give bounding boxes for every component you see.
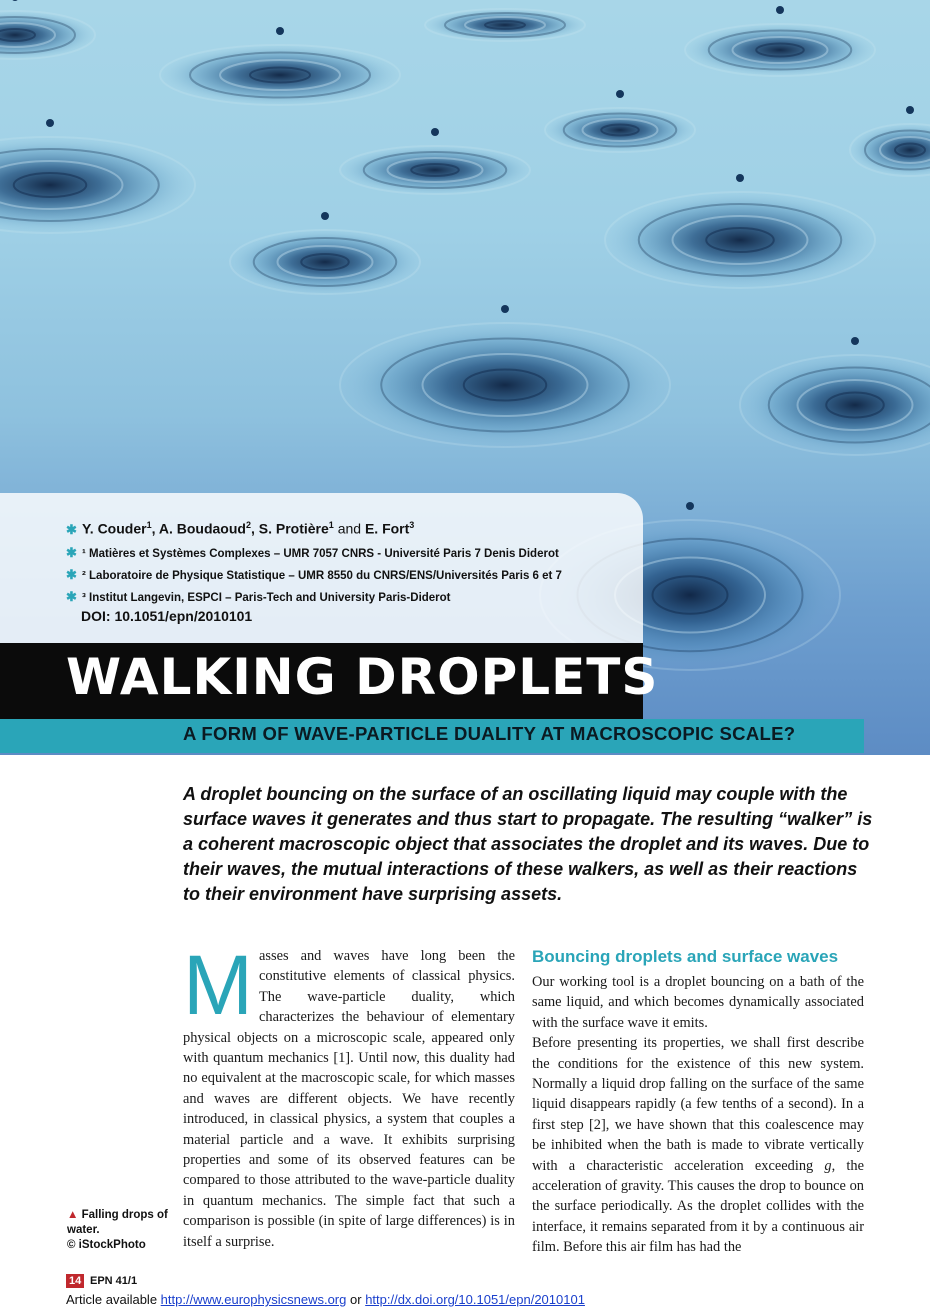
page-number: 14 (66, 1274, 84, 1288)
asterisk-icon: ✱ (66, 545, 77, 560)
drop-cap: M (183, 938, 253, 1032)
water-drop (851, 337, 859, 345)
water-drop (321, 212, 329, 220)
abstract: A droplet bouncing on the surface of an oscillating liquid may couple with the surface waves it generates and thus start to propagate. The resulting “walker” is a coherent macroscopic object that associates the droplet and its waves. Due to their waves, the mutual interactions of these walkers, as well as their reactions to their environment have surprising assets. (183, 784, 873, 904)
doi: DOI: 10.1051/epn/2010101 (81, 608, 253, 624)
asterisk-icon: ✱ (66, 521, 77, 537)
paragraph-2: Before presenting its properties, we shall first describe the conditions for the existence of this new system. Normally a liquid drop falling on the surface of the same liquid disappears rapidly (a few tenths of a second). In a first step [2], we have shown that this coalescence may be inhibited when the bath is made to vibrate vertically with a characteristic acceleration exceeding g, the acceleration of gravity. This causes the drop to bounce on the surface periodically. As the droplet collides with the interface, it remains separated from it by a continuous air film. Before this air film has had the (532, 1035, 864, 1256)
asterisk-icon: ✱ (66, 589, 77, 604)
water-drop (686, 502, 694, 510)
author-list: ✱ Y. Couder$^1$, A. Boudaoud$^2$, S. Protière$^1$ and E. Fort$^3$ (66, 520, 415, 537)
water-drop (46, 119, 54, 127)
body-column-2 (532, 948, 864, 1258)
affiliation-2: ✱ ² Laboratoire de Physique Statistique – UMR 8550 du CNRS/ENS/Universités Paris 6 et 7 (66, 567, 562, 582)
body-text-1: asses and waves have long been the constitutive elements of classical physics. The wave-particle duality, which characterizes the behaviour of elementary physical objects on a microscopic scale, appeared only with quantum mechanics [1]. Until now, this duality had no equivalent at the macroscopic scale, for which masses and waves are different objects. We have recently introduced, in classical physics, a system that couples a material particle and a wave. It exhibits surprising properties and some of its observed features can be compared to those attributed to the wave-particle duality in quantum mechanics. The simple fact that such a comparison is possible (in spite of large differences) is in itself a surprise. (183, 948, 515, 1250)
availability-line: Article available http://www.europhysicsnews.org or http://dx.doi.org/10.1051/epn/2010101 (66, 1292, 585, 1307)
section-heading: Bouncing droplets and surface waves (532, 947, 839, 966)
ripple (0, 137, 195, 233)
water-drop (501, 305, 509, 313)
body-column-1 (183, 938, 515, 1252)
ripple (0, 11, 95, 59)
water-drop (276, 27, 284, 35)
europhysicsnews-link[interactable]: http://www.europhysicsnews.org (160, 1292, 347, 1307)
affiliation-1: ✱ ¹ Matières et Systèmes Complexes – UMR 7057 CNRS - Université Paris 7 Denis Diderot (66, 545, 559, 560)
article-title: WALKING DROPLETS (66, 648, 659, 706)
doi-link[interactable]: http://dx.doi.org/10.1051/epn/2010101 (365, 1292, 585, 1307)
triangle-icon: ▲ (67, 1209, 79, 1221)
paragraph-1: Our working tool is a droplet bouncing on a bath of the same liquid, and which becomes dynamically associated with the surface wave it emits. (532, 974, 864, 1031)
water-drop (11, 0, 19, 1)
water-drop (431, 128, 439, 136)
issue-label: EPN 41/1 (90, 1275, 138, 1287)
water-drop (736, 174, 744, 182)
photo-credit: © iStockPhoto (67, 1239, 146, 1251)
asterisk-icon: ✱ (66, 567, 77, 582)
article-subtitle: A FORM OF WAVE-PARTICLE DUALITY AT MACROSCOPIC SCALE? (183, 723, 796, 744)
photo-caption: ▲ Falling drops of water. © iStockPhoto (67, 1209, 168, 1251)
water-drop (616, 90, 624, 98)
affiliation-3: ✱ ³ Institut Langevin, ESPCI – Paris-Tech and University Paris-Diderot (66, 589, 451, 604)
water-drop (906, 106, 914, 114)
water-drop (776, 6, 784, 14)
